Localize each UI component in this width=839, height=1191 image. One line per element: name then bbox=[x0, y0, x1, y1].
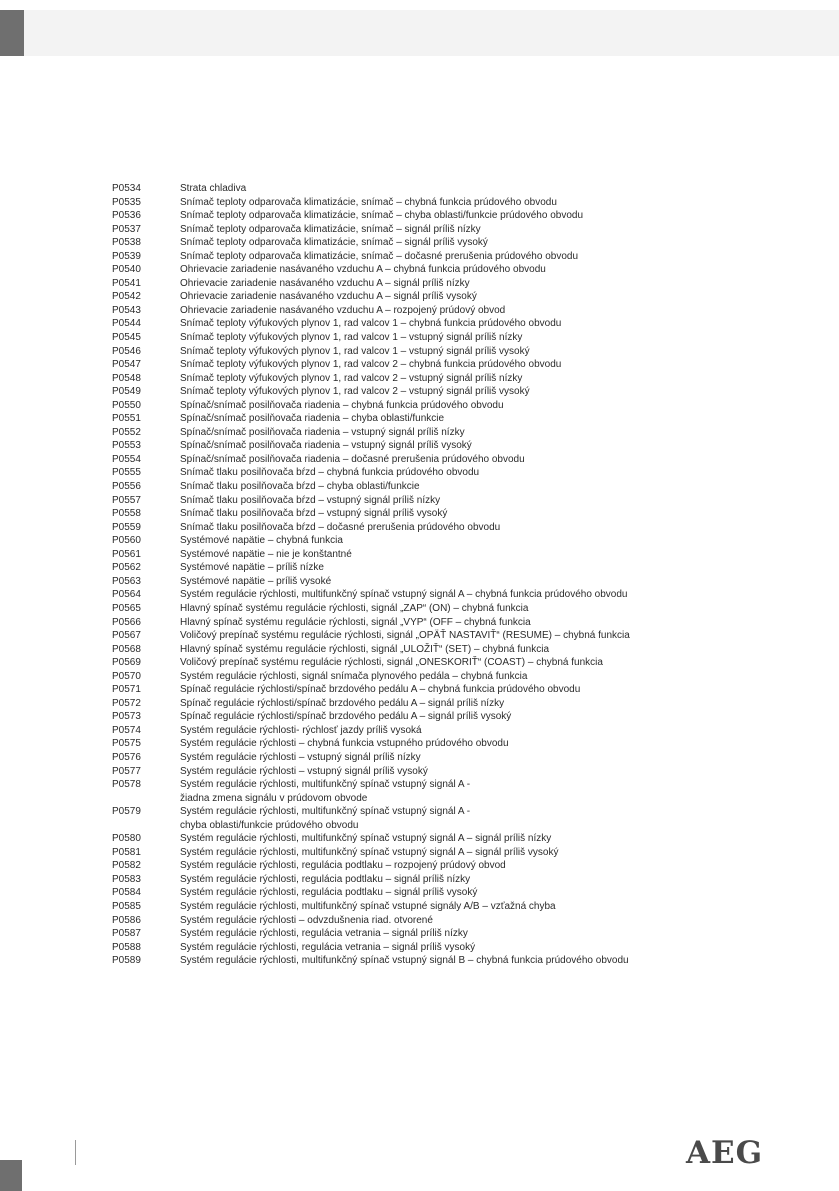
page-footer-tab bbox=[0, 1160, 22, 1191]
fault-description: Systém regulácie rýchlosti, multifunkčný spínač vstupný signál A – signál príliš vysoký bbox=[180, 846, 559, 858]
fault-description: Snímač teploty výfukových plynov 1, rad valcov 1 – vstupný signál príliš nízky bbox=[180, 332, 523, 344]
fault-description: Systém regulácie rýchlosti, regulácia vetrania – signál príliš nízky bbox=[180, 928, 468, 940]
fault-description: chyba oblasti/funkcie prúdového obvodu bbox=[180, 819, 359, 831]
fault-description: Snímač tlaku posilňovača bŕzd – chyba oblasti/funkcie bbox=[180, 481, 420, 493]
fault-code: P0541 bbox=[112, 277, 141, 289]
fault-code-row bbox=[112, 819, 712, 833]
fault-code: P0583 bbox=[112, 873, 141, 885]
fault-description: Voličový prepínač systému regulácie rýchlosti, signál „OPÄŤ NASTAVIŤ“ (RESUME) – chybná funkcia bbox=[180, 630, 630, 642]
fault-description: Systém regulácie rýchlosti – vstupný signál príliš vysoký bbox=[180, 765, 428, 777]
fault-code: P0560 bbox=[112, 535, 141, 547]
fault-code-row bbox=[112, 399, 712, 413]
fault-code: P0547 bbox=[112, 359, 141, 371]
fault-code: P0556 bbox=[112, 481, 141, 493]
fault-code-row bbox=[112, 724, 712, 738]
fault-code: P0569 bbox=[112, 657, 141, 669]
fault-code: P0563 bbox=[112, 575, 141, 587]
fault-code-row bbox=[112, 182, 712, 196]
fault-description: Spínač/snímač posilňovača riadenia – dočasné prerušenia prúdového obvodu bbox=[180, 453, 525, 465]
fault-code-row bbox=[112, 778, 712, 792]
fault-code: P0546 bbox=[112, 345, 141, 357]
fault-description: Snímač tlaku posilňovača bŕzd – vstupný signál príliš vysoký bbox=[180, 508, 448, 520]
footer-divider bbox=[75, 1140, 76, 1165]
fault-description: Snímač teploty výfukových plynov 1, rad valcov 2 – chybná funkcia prúdového obvodu bbox=[180, 359, 562, 371]
fault-code-row bbox=[112, 345, 712, 359]
fault-description: Systém regulácie rýchlosti – odvzdušnenia riad. otvorené bbox=[180, 914, 433, 926]
fault-code: P0552 bbox=[112, 426, 141, 438]
fault-code-row bbox=[112, 250, 712, 264]
fault-description: Spínač/snímač posilňovača riadenia – vstupný signál príliš vysoký bbox=[180, 440, 472, 452]
fault-code-row bbox=[112, 277, 712, 291]
fault-code-row bbox=[112, 466, 712, 480]
fault-code: P0580 bbox=[112, 833, 141, 845]
fault-code bbox=[112, 819, 180, 833]
fault-code-row bbox=[112, 697, 712, 711]
fault-code: P0538 bbox=[112, 237, 141, 249]
fault-description: Snímač tlaku posilňovača bŕzd – vstupný signál príliš nízky bbox=[180, 494, 441, 506]
fault-code: P0543 bbox=[112, 304, 141, 316]
fault-code-row bbox=[112, 521, 712, 535]
fault-code-row bbox=[112, 710, 712, 724]
fault-description: Spínač/snímač posilňovača riadenia – chybná funkcia prúdového obvodu bbox=[180, 399, 504, 411]
fault-code-row bbox=[112, 561, 712, 575]
fault-code: P0573 bbox=[112, 711, 141, 723]
fault-description: Snímač teploty odparovača klimatizácie, snímač – chyba oblasti/funkcie prúdového obvodu bbox=[180, 210, 584, 222]
fault-code-row bbox=[112, 548, 712, 562]
fault-code: P0553 bbox=[112, 440, 141, 452]
fault-code: P0554 bbox=[112, 453, 141, 465]
fault-code-row bbox=[112, 290, 712, 304]
page-header-tab bbox=[0, 10, 24, 56]
fault-description: Hlavný spínač systému regulácie rýchlosti, signál „ZAP“ (ON) – chybná funkcia bbox=[180, 602, 529, 614]
fault-code: P0578 bbox=[112, 779, 141, 791]
fault-description: Systém regulácie rýchlosti, regulácia podtlaku – rozpojený prúdový obvod bbox=[180, 860, 506, 872]
fault-code-row bbox=[112, 616, 712, 630]
fault-code-row bbox=[112, 792, 712, 806]
fault-code-row bbox=[112, 873, 712, 887]
fault-code-row bbox=[112, 236, 712, 250]
fault-description: Systém regulácie rýchlosti, multifunkčný spínač vstupný signál A - bbox=[180, 779, 471, 791]
fault-code bbox=[112, 792, 180, 806]
fault-code: P0571 bbox=[112, 684, 141, 696]
fault-code: P0568 bbox=[112, 643, 141, 655]
fault-description: Spínač regulácie rýchlosti/spínač brzdového pedálu A – signál príliš nízky bbox=[180, 697, 505, 709]
fault-code: P0572 bbox=[112, 697, 141, 709]
fault-code: P0548 bbox=[112, 372, 141, 384]
fault-code: P0567 bbox=[112, 630, 141, 642]
fault-code: P0582 bbox=[112, 860, 141, 872]
fault-description: Systém regulácie rýchlosti – chybná funkcia vstupného prúdového obvodu bbox=[180, 738, 509, 750]
fault-code-row bbox=[112, 900, 712, 914]
fault-description: Snímač teploty odparovača klimatizácie, snímač – chybná funkcia prúdového obvodu bbox=[180, 196, 557, 208]
fault-code-row bbox=[112, 859, 712, 873]
fault-description: Snímač tlaku posilňovača bŕzd – dočasné prerušenia prúdového obvodu bbox=[180, 521, 501, 533]
fault-code-row bbox=[112, 832, 712, 846]
fault-code-row bbox=[112, 846, 712, 860]
fault-code: P0576 bbox=[112, 751, 141, 763]
fault-code: P0537 bbox=[112, 223, 141, 235]
fault-code-row bbox=[112, 588, 712, 602]
fault-code-row bbox=[112, 304, 712, 318]
fault-code-row bbox=[112, 372, 712, 386]
fault-code: P0585 bbox=[112, 900, 141, 912]
fault-code: P0536 bbox=[112, 210, 141, 222]
fault-code: P0581 bbox=[112, 846, 141, 858]
fault-description: Snímač teploty odparovača klimatizácie, snímač – signál príliš nízky bbox=[180, 223, 481, 235]
fault-code-row bbox=[112, 494, 712, 508]
fault-description: Snímač teploty výfukových plynov 1, rad valcov 2 – vstupný signál príliš nízky bbox=[180, 372, 523, 384]
fault-code-row bbox=[112, 317, 712, 331]
fault-description: Ohrievacie zariadenie nasávaného vzduchu A – signál príliš nízky bbox=[180, 277, 470, 289]
fault-description: Spínač regulácie rýchlosti/spínač brzdového pedálu A – signál príliš vysoký bbox=[180, 711, 512, 723]
fault-code-row bbox=[112, 941, 712, 955]
fault-description: žiadna zmena signálu v prúdovom obvode bbox=[180, 792, 368, 804]
fault-code: P0570 bbox=[112, 670, 141, 682]
fault-description: Systém regulácie rýchlosti, multifunkčný spínač vstupný signál A – chybná funkcia prúdového obvodu bbox=[180, 589, 628, 601]
fault-description: Ohrievacie zariadenie nasávaného vzduchu A – chybná funkcia prúdového obvodu bbox=[180, 264, 546, 276]
fault-code-row bbox=[112, 914, 712, 928]
fault-code: P0555 bbox=[112, 467, 141, 479]
fault-description: Spínač/snímač posilňovača riadenia – vstupný signál príliš nízky bbox=[180, 426, 465, 438]
fault-code-list bbox=[112, 182, 712, 968]
fault-description: Systémové napätie – príliš nízke bbox=[180, 562, 324, 574]
fault-description: Systém regulácie rýchlosti, regulácia podtlaku – signál príliš nízky bbox=[180, 873, 471, 885]
fault-description: Ohrievacie zariadenie nasávaného vzduchu A – signál príliš vysoký bbox=[180, 291, 477, 303]
fault-description: Systém regulácie rýchlosti, multifunkčný spínač vstupný signál A - bbox=[180, 806, 471, 818]
fault-code-row bbox=[112, 223, 712, 237]
fault-description: Snímač teploty výfukových plynov 1, rad valcov 1 – chybná funkcia prúdového obvodu bbox=[180, 318, 562, 330]
fault-code: P0544 bbox=[112, 318, 141, 330]
fault-code: P0587 bbox=[112, 928, 141, 940]
fault-code-row bbox=[112, 602, 712, 616]
fault-code-row bbox=[112, 453, 712, 467]
fault-code: P0534 bbox=[112, 183, 141, 194]
fault-description: Systém regulácie rýchlosti, multifunkčný spínač vstupné signály A/B – vzťažná chyba bbox=[180, 900, 556, 912]
fault-description: Systémové napätie – nie je konštantné bbox=[180, 548, 352, 560]
fault-code-row bbox=[112, 575, 712, 589]
fault-code: P0550 bbox=[112, 399, 141, 411]
fault-description: Systém regulácie rýchlosti- rýchlosť jazdy príliš vysoká bbox=[180, 724, 422, 736]
fault-code: P0574 bbox=[112, 724, 141, 736]
fault-description: Snímač teploty odparovača klimatizácie, snímač – dočasné prerušenia prúdového obvodu bbox=[180, 250, 579, 262]
fault-code: P0575 bbox=[112, 738, 141, 750]
fault-code: P0549 bbox=[112, 386, 141, 398]
fault-description: Snímač tlaku posilňovača bŕzd – chybná funkcia prúdového obvodu bbox=[180, 467, 480, 479]
fault-code-row bbox=[112, 358, 712, 372]
fault-description: Hlavný spínač systému regulácie rýchlosti, signál „ULOŽIŤ“ (SET) – chybná funkcia bbox=[180, 643, 550, 655]
fault-description: Strata chladiva bbox=[180, 183, 247, 194]
fault-code: P0559 bbox=[112, 521, 141, 533]
fault-code: P0535 bbox=[112, 196, 141, 208]
fault-code: P0565 bbox=[112, 602, 141, 614]
fault-description: Spínač regulácie rýchlosti/spínač brzdového pedálu A – chybná funkcia prúdového obvodu bbox=[180, 684, 581, 696]
fault-code-row bbox=[112, 426, 712, 440]
fault-description: Systém regulácie rýchlosti, signál snímača plynového pedála – chybná funkcia bbox=[180, 670, 528, 682]
fault-code: P0551 bbox=[112, 413, 141, 425]
fault-code: P0557 bbox=[112, 494, 141, 506]
fault-code: P0562 bbox=[112, 562, 141, 574]
fault-code-row bbox=[112, 656, 712, 670]
fault-code: P0542 bbox=[112, 291, 141, 303]
fault-code: P0588 bbox=[112, 941, 141, 953]
fault-code-row bbox=[112, 385, 712, 399]
fault-code: P0564 bbox=[112, 589, 141, 601]
fault-code: P0539 bbox=[112, 250, 141, 262]
fault-code: P0586 bbox=[112, 914, 141, 926]
fault-description: Spínač/snímač posilňovača riadenia – chyba oblasti/funkcie bbox=[180, 413, 445, 425]
fault-code-row bbox=[112, 331, 712, 345]
fault-description: Systém regulácie rýchlosti, multifunkčný spínač vstupný signál B – chybná funkcia prúdového obvodu bbox=[180, 955, 629, 967]
fault-description: Snímač teploty odparovača klimatizácie, snímač – signál príliš vysoký bbox=[180, 237, 488, 249]
fault-description: Snímač teploty výfukových plynov 1, rad valcov 2 – vstupný signál príliš vysoký bbox=[180, 386, 530, 398]
aeg-logo: AEG bbox=[686, 1135, 764, 1171]
fault-description: Systémové napätie – príliš vysoké bbox=[180, 575, 332, 587]
fault-code-row bbox=[112, 534, 712, 548]
fault-code: P0589 bbox=[112, 955, 141, 967]
fault-code: P0540 bbox=[112, 264, 141, 276]
fault-code: P0577 bbox=[112, 765, 141, 777]
fault-code: P0566 bbox=[112, 616, 141, 628]
fault-code-row bbox=[112, 643, 712, 657]
fault-description: Systém regulácie rýchlosti, multifunkčný spínač vstupný signál A – signál príliš nízky bbox=[180, 833, 552, 845]
fault-code-row bbox=[112, 805, 712, 819]
fault-description: Hlavný spínač systému regulácie rýchlosti, signál „VYP“ (OFF – chybná funkcia bbox=[180, 616, 531, 628]
page-header-band bbox=[0, 10, 839, 56]
fault-code: P0558 bbox=[112, 508, 141, 520]
fault-description: Systémové napätie – chybná funkcia bbox=[180, 535, 343, 547]
fault-code: P0584 bbox=[112, 887, 141, 899]
fault-code-row bbox=[112, 954, 712, 968]
fault-code-row bbox=[112, 263, 712, 277]
fault-code-row bbox=[112, 412, 712, 426]
fault-code-row bbox=[112, 670, 712, 684]
fault-code-row bbox=[112, 209, 712, 223]
fault-code-row bbox=[112, 765, 712, 779]
fault-description: Systém regulácie rýchlosti, regulácia podtlaku – signál príliš vysoký bbox=[180, 887, 478, 899]
fault-code-row bbox=[112, 507, 712, 521]
fault-code-row bbox=[112, 683, 712, 697]
fault-description: Systém regulácie rýchlosti – vstupný signál príliš nízky bbox=[180, 751, 421, 763]
fault-description: Snímač teploty výfukových plynov 1, rad valcov 1 – vstupný signál príliš vysoký bbox=[180, 345, 530, 357]
fault-code-row bbox=[112, 737, 712, 751]
fault-code-row bbox=[112, 629, 712, 643]
fault-description: Voličový prepínač systému regulácie rýchlosti, signál „ONESKORIŤ“ (COAST) – chybná funkcia bbox=[180, 657, 603, 669]
fault-code-row bbox=[112, 751, 712, 765]
fault-code-row bbox=[112, 480, 712, 494]
fault-code-row bbox=[112, 927, 712, 941]
fault-description: Systém regulácie rýchlosti, regulácia vetrania – signál príliš vysoký bbox=[180, 941, 476, 953]
fault-code-row bbox=[112, 439, 712, 453]
fault-code-row bbox=[112, 886, 712, 900]
fault-code-row bbox=[112, 196, 712, 210]
fault-description: Ohrievacie zariadenie nasávaného vzduchu A – rozpojený prúdový obvod bbox=[180, 304, 506, 316]
fault-code: P0545 bbox=[112, 332, 141, 344]
fault-code: P0561 bbox=[112, 548, 141, 560]
fault-code: P0579 bbox=[112, 806, 141, 818]
